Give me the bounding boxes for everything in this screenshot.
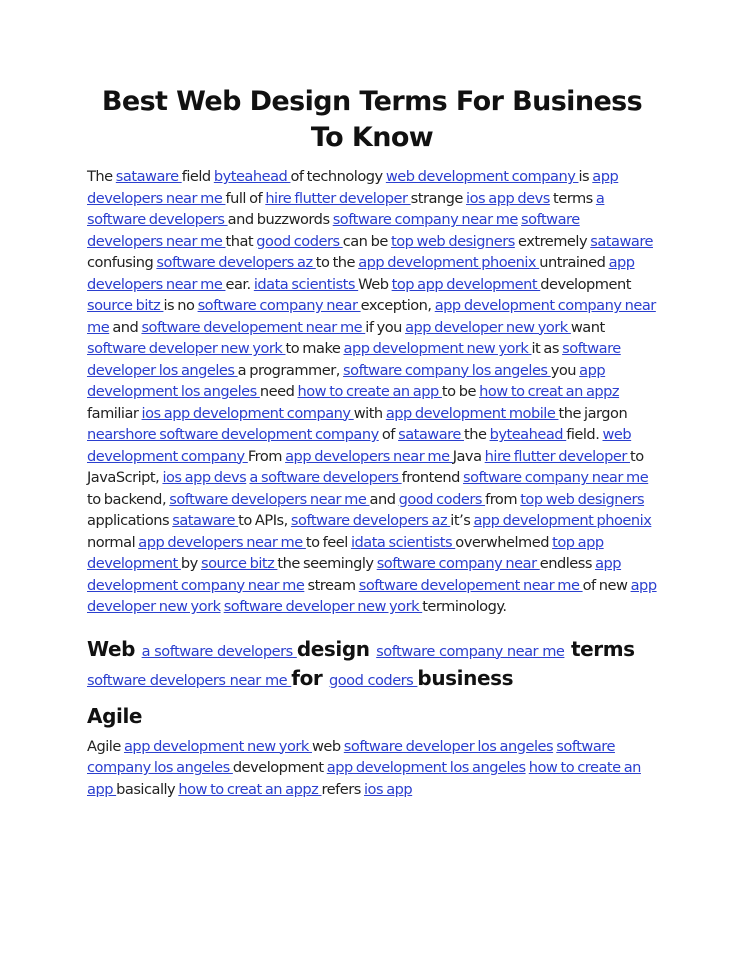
inline-link[interactable]: good coders bbox=[256, 232, 343, 250]
inline-link[interactable]: app developers near me bbox=[285, 447, 453, 465]
inline-link[interactable]: a software developers bbox=[141, 642, 297, 660]
inline-link[interactable]: hire flutter developer bbox=[484, 447, 630, 465]
inline-link[interactable]: software developers az bbox=[290, 512, 451, 529]
text-run: basically bbox=[116, 780, 179, 798]
text-run: frontend bbox=[401, 469, 463, 486]
text-run: Web bbox=[87, 636, 142, 661]
inline-link[interactable]: software company los angeles bbox=[343, 361, 551, 379]
text-run: web bbox=[311, 737, 344, 755]
inline-link[interactable]: app development new york bbox=[343, 340, 532, 357]
text-run: normal bbox=[87, 533, 139, 551]
inline-link[interactable]: idata scientists bbox=[253, 275, 359, 293]
inline-link[interactable]: sataware bbox=[590, 232, 653, 250]
text-run: refers bbox=[321, 780, 364, 798]
inline-link[interactable]: software company los angeles bbox=[87, 737, 615, 776]
section-heading bbox=[87, 636, 657, 694]
inline-link[interactable]: web development company bbox=[87, 426, 632, 465]
inline-link[interactable]: sataware bbox=[172, 512, 239, 529]
text-run: ear. bbox=[225, 275, 254, 293]
text-run: applications bbox=[87, 512, 173, 529]
inline-link[interactable]: software company near me bbox=[332, 211, 518, 228]
inline-link[interactable]: ios app bbox=[364, 780, 413, 798]
inline-link[interactable]: app developers near me bbox=[87, 254, 635, 293]
text-run: The bbox=[87, 168, 116, 185]
text-run: the seemingly bbox=[277, 555, 377, 572]
text-run: can be bbox=[342, 232, 391, 250]
inline-link[interactable]: app development phoenix bbox=[358, 254, 540, 271]
text-run: is no bbox=[163, 297, 198, 314]
inline-link[interactable]: software developers az bbox=[156, 254, 316, 271]
text-run: extremely bbox=[514, 232, 591, 250]
text-run: Java bbox=[452, 447, 485, 465]
text-run: untrained bbox=[539, 254, 609, 271]
text-run: that bbox=[225, 232, 257, 250]
inline-link[interactable]: byteahead bbox=[489, 426, 567, 443]
text-run: strange bbox=[410, 189, 467, 207]
text-run: terminology. bbox=[422, 598, 507, 615]
inline-link[interactable]: nearshore software development company bbox=[87, 426, 379, 443]
inline-link[interactable]: sataware bbox=[115, 168, 182, 185]
inline-link[interactable]: top web designers bbox=[390, 232, 515, 250]
text-run: From bbox=[247, 447, 286, 465]
inline-link[interactable]: app developer new york bbox=[405, 318, 571, 336]
inline-link[interactable]: app developers near me bbox=[138, 533, 306, 551]
inline-link[interactable]: software developer new york bbox=[87, 340, 286, 357]
text-run: familiar bbox=[87, 404, 142, 422]
inline-link[interactable]: source bitz bbox=[87, 297, 164, 314]
inline-link[interactable]: app development company near me bbox=[87, 297, 656, 336]
inline-link[interactable]: how to creat an appz bbox=[479, 383, 620, 400]
inline-link[interactable]: app development phoenix bbox=[473, 512, 652, 529]
text-run: want bbox=[570, 318, 605, 336]
inline-link[interactable]: hire flutter developer bbox=[265, 189, 411, 207]
text-run: is bbox=[578, 168, 593, 185]
text-run: endless bbox=[539, 555, 596, 572]
agile-paragraph bbox=[87, 736, 657, 801]
inline-link[interactable]: app development mobile bbox=[385, 404, 559, 422]
inline-link[interactable]: software company near bbox=[197, 297, 361, 314]
text-run: field. bbox=[566, 426, 603, 443]
text-run: if you bbox=[365, 318, 406, 336]
inline-link[interactable]: a software developers bbox=[249, 469, 402, 486]
text-run: business bbox=[417, 665, 514, 690]
inline-link[interactable]: app developer new york bbox=[87, 576, 657, 615]
inline-link[interactable]: software company near me bbox=[376, 642, 565, 660]
text-run: it’s bbox=[450, 512, 474, 529]
text-run: to backend, bbox=[87, 490, 170, 508]
inline-link[interactable]: software developer los angeles bbox=[87, 340, 621, 379]
text-run: of new bbox=[582, 576, 631, 594]
text-run: the bbox=[463, 426, 490, 443]
text-run: a programmer, bbox=[237, 361, 344, 379]
text-run: development bbox=[232, 759, 327, 776]
text-run: design bbox=[296, 636, 377, 661]
inline-link[interactable]: byteahead bbox=[213, 168, 291, 185]
inline-link[interactable]: top web designers bbox=[520, 490, 645, 508]
inline-link[interactable]: software company near me bbox=[462, 469, 649, 486]
inline-link[interactable]: app development los angeles bbox=[326, 759, 526, 776]
inline-link[interactable]: software developers near me bbox=[87, 211, 580, 250]
intro-paragraph bbox=[87, 166, 657, 618]
inline-link[interactable]: software developement near me bbox=[358, 576, 583, 594]
text-run: overwhelmed bbox=[455, 533, 553, 551]
text-run: from bbox=[485, 490, 521, 508]
inline-link[interactable]: idata scientists bbox=[350, 533, 456, 551]
text-run: and buzzwords bbox=[227, 211, 333, 228]
inline-link[interactable]: software company near bbox=[376, 555, 540, 572]
text-run: Agile bbox=[87, 737, 124, 755]
text-run: to JavaScript, bbox=[87, 447, 644, 486]
inline-link[interactable]: good coders bbox=[398, 490, 486, 508]
inline-link[interactable]: how to create an app bbox=[87, 759, 641, 798]
inline-link[interactable]: ios app devs bbox=[162, 469, 247, 486]
text-run: for bbox=[291, 665, 329, 690]
inline-link[interactable]: software developers near me bbox=[87, 671, 292, 689]
text-run: field bbox=[181, 168, 214, 185]
inline-link[interactable]: top app development bbox=[391, 275, 541, 293]
text-run: terms bbox=[564, 636, 635, 661]
inline-link[interactable]: app development los angeles bbox=[87, 361, 606, 400]
text-run: development bbox=[540, 275, 631, 293]
text-run: Web bbox=[358, 275, 392, 293]
inline-link[interactable]: software developers near me bbox=[169, 490, 370, 508]
document-page bbox=[87, 84, 657, 800]
inline-link[interactable]: app development new york bbox=[123, 737, 312, 755]
inline-link[interactable]: software developement near me bbox=[141, 318, 366, 336]
inline-link[interactable]: software developer new york bbox=[223, 598, 423, 615]
text-run: to the bbox=[315, 254, 359, 271]
text-run: to APIs, bbox=[238, 512, 291, 529]
inline-link[interactable]: sataware bbox=[398, 426, 464, 443]
text-run: and bbox=[369, 490, 399, 508]
text-run: full of bbox=[225, 189, 266, 207]
inline-link[interactable]: source bitz bbox=[200, 555, 278, 572]
text-run: it as bbox=[531, 340, 563, 357]
text-run: exception, bbox=[360, 297, 435, 314]
text-run: to make bbox=[285, 340, 344, 357]
text-run: confusing bbox=[87, 254, 157, 271]
page-title: Best Web Design Terms For Business To Know bbox=[101, 86, 643, 153]
subsection-heading-agile: Agile bbox=[87, 703, 143, 728]
text-run: to be bbox=[441, 383, 480, 400]
text-run: need bbox=[259, 383, 298, 400]
inline-link[interactable]: web development company bbox=[385, 168, 579, 185]
text-run: of bbox=[378, 426, 399, 443]
text-run: you bbox=[550, 361, 580, 379]
text-run: to feel bbox=[305, 533, 351, 551]
text-run: terms bbox=[549, 189, 596, 207]
inline-link[interactable]: ios app devs bbox=[466, 189, 550, 207]
inline-link[interactable]: how to creat an appz bbox=[178, 780, 322, 798]
text-run: the jargon bbox=[558, 404, 628, 422]
inline-link[interactable]: software developer los angeles bbox=[343, 737, 554, 755]
inline-link[interactable]: ios app development company bbox=[141, 404, 354, 422]
text-run: and bbox=[109, 318, 142, 336]
inline-link[interactable]: app development company near me bbox=[87, 555, 622, 594]
inline-link[interactable]: how to create an app bbox=[297, 383, 442, 400]
inline-link[interactable]: app developers near me bbox=[87, 168, 619, 207]
text-run: of technology bbox=[290, 168, 386, 185]
text-run: stream bbox=[304, 576, 359, 594]
inline-link[interactable]: good coders bbox=[328, 671, 418, 689]
inline-link[interactable]: top app development bbox=[87, 533, 604, 572]
inline-link[interactable]: a software developers bbox=[87, 189, 605, 228]
text-run: by bbox=[180, 555, 201, 572]
text-run: with bbox=[353, 404, 386, 422]
